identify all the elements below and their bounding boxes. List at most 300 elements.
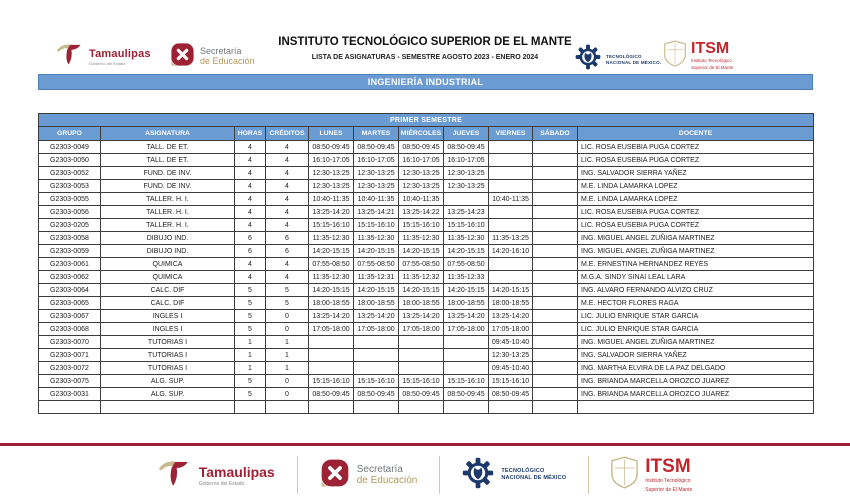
- credits-cell: 0: [266, 375, 309, 388]
- saturday-cell: [533, 206, 578, 219]
- monday-cell: 13:25-14:20: [309, 206, 354, 219]
- monday-cell: 14:20-15:15: [309, 284, 354, 297]
- saturday-cell: [533, 167, 578, 180]
- teacher-cell: ING. MARTHA ELVIRA DE LA PAZ DELGADO: [578, 362, 814, 375]
- wednesday-cell: [399, 349, 444, 362]
- footer-tecnm-logo: [462, 457, 566, 494]
- group-cell: G2303-0058: [39, 232, 101, 245]
- group-cell: G2303-0049: [39, 141, 101, 154]
- wednesday-cell: [399, 362, 444, 375]
- tuesday-cell: [354, 336, 399, 349]
- group-cell: G2303-0071: [39, 349, 101, 362]
- wednesday-cell: 14:20-15:15: [399, 284, 444, 297]
- subject-cell: INGLES I: [101, 323, 235, 336]
- group-cell: G2303-0072: [39, 362, 101, 375]
- tamaulipas-logo-icon: [158, 456, 192, 495]
- column-header-grupo: GRUPO: [39, 127, 101, 141]
- column-header-asignatura: ASIGNATURA: [101, 127, 235, 141]
- educacion-logo-icon: [320, 458, 350, 493]
- credits-cell: 4: [266, 206, 309, 219]
- monday-cell: 17:05-18:00: [309, 323, 354, 336]
- tecnm-logo-line1: TECNOLÓGICO: [606, 53, 642, 59]
- group-cell: G2303-0067: [39, 310, 101, 323]
- educacion-logo-line2: de Educación: [356, 475, 418, 486]
- teacher-cell: ING. SALVADOR SIERRA YAÑEZ: [578, 167, 814, 180]
- thursday-cell: [444, 193, 489, 206]
- footer-separator: [588, 456, 589, 494]
- footer-tamaulipas-logo: [158, 456, 275, 495]
- credits-cell: 1: [266, 362, 309, 375]
- educacion-logo-line1: Secretaría: [356, 463, 403, 475]
- wednesday-cell: [399, 336, 444, 349]
- tuesday-cell: 08:50-09:45: [354, 141, 399, 154]
- credits-cell: 4: [266, 180, 309, 193]
- group-cell: G2303-0053: [39, 180, 101, 193]
- subject-cell: TALL. DE ET.: [101, 154, 235, 167]
- tecnm-gear-eagle-icon: [575, 44, 601, 75]
- itsm-logo-tagline2: Superior de El Mante: [645, 486, 693, 493]
- wednesday-cell: 08:50-09:45: [399, 388, 444, 401]
- saturday-cell: [533, 271, 578, 284]
- table-row: [39, 388, 814, 401]
- teacher-cell: M.E. HECTOR FLORES RAGA: [578, 297, 814, 310]
- thursday-cell: 16:10-17:05: [444, 154, 489, 167]
- teacher-cell: ING. MIGUEL ANGEL ZUÑIGA MARTINEZ: [578, 336, 814, 349]
- table-row: [39, 193, 814, 206]
- saturday-cell: [533, 258, 578, 271]
- monday-cell: 14:20-15:15: [309, 245, 354, 258]
- wednesday-cell: 10:40-11:35: [399, 193, 444, 206]
- tuesday-cell: 11:35-12:31: [354, 271, 399, 284]
- credits-cell: 6: [266, 245, 309, 258]
- subject-cell: TUTORIAS I: [101, 336, 235, 349]
- footer-divider-line: [0, 443, 850, 446]
- column-header-miercoles: MIÉRCOLES: [399, 127, 444, 141]
- hours-cell: 6: [235, 232, 266, 245]
- saturday-cell: [533, 323, 578, 336]
- friday-cell: [489, 180, 533, 193]
- hours-cell: 5: [235, 388, 266, 401]
- tuesday-cell: 15:15-16:10: [354, 219, 399, 232]
- monday-cell: 15:15-16:10: [309, 375, 354, 388]
- friday-cell: 12:30-13:25: [489, 349, 533, 362]
- tecnm-logo-line1: TECNOLÓGICO: [501, 467, 545, 474]
- thursday-cell: 18:00-18:55: [444, 297, 489, 310]
- teacher-cell: LIC. ROSA EUSEBIA PUGA CORTEZ: [578, 141, 814, 154]
- wednesday-cell: 15:15-16:10: [399, 219, 444, 232]
- table-row: [39, 154, 814, 167]
- table-row: [39, 141, 814, 154]
- monday-cell: 12:30-13:25: [309, 167, 354, 180]
- column-header-lunes: LUNES: [309, 127, 354, 141]
- thursday-cell: 07:55-08:50: [444, 258, 489, 271]
- monday-cell: 08:50-09:45: [309, 388, 354, 401]
- footer-separator: [297, 456, 298, 494]
- monday-cell: 08:50-09:45: [309, 141, 354, 154]
- hours-cell: 5: [235, 284, 266, 297]
- subject-cell: TALLER. H. I.: [101, 193, 235, 206]
- group-cell: G2303-0061: [39, 258, 101, 271]
- hours-cell: 4: [235, 219, 266, 232]
- monday-cell: 12:30-13:25: [309, 180, 354, 193]
- subject-cell: QUIMICA: [101, 258, 235, 271]
- table-row: [39, 245, 814, 258]
- monday-cell: [309, 401, 354, 414]
- thursday-cell: 11:35-12:33: [444, 271, 489, 284]
- subject-cell: DIBUJO IND.: [101, 245, 235, 258]
- credits-cell: 5: [266, 284, 309, 297]
- tuesday-cell: [354, 401, 399, 414]
- tuesday-cell: [354, 362, 399, 375]
- hours-cell: 5: [235, 297, 266, 310]
- thursday-cell: 12:30-13:25: [444, 180, 489, 193]
- footer-educacion-logo: [320, 458, 418, 493]
- tamaulipas-logo-name: Tamaulipas: [198, 463, 275, 480]
- teacher-cell: ING. BRIANDA MARCELLA OROZCO JUAREZ: [578, 388, 814, 401]
- wednesday-cell: [399, 401, 444, 414]
- credits-cell: 4: [266, 271, 309, 284]
- teacher-cell: ING. MIGUEL ANGEL ZUÑIGA MARTINEZ: [578, 232, 814, 245]
- saturday-cell: [533, 180, 578, 193]
- credits-cell: 0: [266, 388, 309, 401]
- itsm-shield-icon: [611, 456, 638, 494]
- group-cell: G2303-0052: [39, 167, 101, 180]
- subject-cell: CALC. DIF: [101, 284, 235, 297]
- wednesday-cell: 07:55-08:50: [399, 258, 444, 271]
- thursday-cell: 13:25-14:20: [444, 310, 489, 323]
- credits-cell: 4: [266, 258, 309, 271]
- tuesday-cell: 08:50-09:45: [354, 388, 399, 401]
- saturday-cell: [533, 375, 578, 388]
- monday-cell: [309, 336, 354, 349]
- tamaulipas-logo: [56, 40, 151, 73]
- footer-separator: [439, 456, 440, 494]
- credits-cell: 0: [266, 310, 309, 323]
- monday-cell: [309, 362, 354, 375]
- monday-cell: 15:15-16:10: [309, 219, 354, 232]
- thursday-cell: 08:50-09:45: [444, 388, 489, 401]
- hours-cell: 6: [235, 245, 266, 258]
- semester-title-row: [39, 114, 814, 127]
- group-cell: G2303-0075: [39, 375, 101, 388]
- teacher-cell: ING. SALVADOR SIERRA YAÑEZ: [578, 349, 814, 362]
- tamaulipas-logo-tagline: Gobierno del Estado: [89, 60, 126, 66]
- table-row: [39, 271, 814, 284]
- monday-cell: 11:35-12:30: [309, 271, 354, 284]
- tuesday-cell: 12:30-13:25: [354, 180, 399, 193]
- credits-cell: 4: [266, 193, 309, 206]
- tecnm-logo: [575, 44, 661, 75]
- column-header-docente: DOCENTE: [578, 127, 814, 141]
- hours-cell: [235, 401, 266, 414]
- hours-cell: 1: [235, 349, 266, 362]
- friday-cell: 11:35-13:25: [489, 232, 533, 245]
- saturday-cell: [533, 232, 578, 245]
- friday-cell: 08:50-09:45: [489, 388, 533, 401]
- thursday-cell: 08:50-09:45: [444, 141, 489, 154]
- table-row: [39, 349, 814, 362]
- subject-cell: QUIMICA: [101, 271, 235, 284]
- educacion-logo-line1: Secretaría: [200, 46, 242, 57]
- saturday-cell: [533, 336, 578, 349]
- itsm-logo-tagline1: Instituto Tecnológico: [645, 478, 691, 485]
- tuesday-cell: 12:30-13:25: [354, 167, 399, 180]
- subject-cell: DIBUJO IND.: [101, 232, 235, 245]
- teacher-cell: ING. ALVARO FERNANDO ALVIZO CRUZ: [578, 284, 814, 297]
- teacher-cell: M.E. LINDA LAMARKA LOPEZ: [578, 180, 814, 193]
- subject-cell: CALC. DIF: [101, 297, 235, 310]
- friday-cell: 18:00-18:55: [489, 297, 533, 310]
- table-row: [39, 336, 814, 349]
- hours-cell: 4: [235, 167, 266, 180]
- credits-cell: [266, 401, 309, 414]
- table-row: [39, 219, 814, 232]
- tuesday-cell: 07:55-08:50: [354, 258, 399, 271]
- saturday-cell: [533, 310, 578, 323]
- thursday-cell: [444, 401, 489, 414]
- saturday-cell: [533, 245, 578, 258]
- hours-cell: 5: [235, 323, 266, 336]
- subject-cell: TUTORIAS I: [101, 349, 235, 362]
- monday-cell: 07:55-08:50: [309, 258, 354, 271]
- wednesday-cell: 18:00-18:55: [399, 297, 444, 310]
- tecnm-logo-line2: NACIONAL DE MÉXICO.: [606, 59, 662, 65]
- subject-cell: ALG. SUP.: [101, 375, 235, 388]
- monday-cell: [309, 349, 354, 362]
- friday-cell: [489, 206, 533, 219]
- monday-cell: 13:25-14:20: [309, 310, 354, 323]
- table-row: [39, 401, 814, 414]
- friday-cell: 10:40-11:35: [489, 193, 533, 206]
- semester-title: PRIMER SEMESTRE: [39, 114, 814, 127]
- tuesday-cell: 14:20-15:15: [354, 245, 399, 258]
- thursday-cell: [444, 362, 489, 375]
- column-header-row: [39, 127, 814, 141]
- table-row: [39, 323, 814, 336]
- tamaulipas-logo-icon: [56, 40, 84, 73]
- tuesday-cell: 16:10-17:05: [354, 154, 399, 167]
- friday-cell: [489, 401, 533, 414]
- credits-cell: 5: [266, 297, 309, 310]
- tuesday-cell: [354, 349, 399, 362]
- tuesday-cell: 10:40-11:35: [354, 193, 399, 206]
- subject-cell: TALLER. H. I.: [101, 206, 235, 219]
- tuesday-cell: 13:25-14:20: [354, 310, 399, 323]
- tecnm-gear-eagle-icon: [462, 457, 494, 494]
- table-row: [39, 167, 814, 180]
- hours-cell: 5: [235, 310, 266, 323]
- subject-cell: FUND. DE INV.: [101, 167, 235, 180]
- group-cell: G2303-0031: [39, 388, 101, 401]
- program-banner: INGENIERÍA INDUSTRIAL: [38, 74, 813, 90]
- itsm-logo-acronym: ITSM: [645, 456, 691, 478]
- group-cell: G2303-0065: [39, 297, 101, 310]
- table-row: [39, 375, 814, 388]
- tuesday-cell: 14:20-15:15: [354, 284, 399, 297]
- educacion-logo-line2: de Educación: [200, 56, 255, 66]
- wednesday-cell: 12:30-13:25: [399, 167, 444, 180]
- thursday-cell: 12:30-13:25: [444, 167, 489, 180]
- teacher-cell: ING. MIGUEL ANGEL ZUÑIGA MARTINEZ: [578, 245, 814, 258]
- table-row: [39, 284, 814, 297]
- table-row: [39, 180, 814, 193]
- saturday-cell: [533, 362, 578, 375]
- itsm-logo-tagline1: Instituto Tecnológico: [691, 58, 732, 64]
- subject-cell: TALLER. H. I.: [101, 219, 235, 232]
- footer-logos: [0, 452, 850, 498]
- saturday-cell: [533, 193, 578, 206]
- credits-cell: 4: [266, 154, 309, 167]
- teacher-cell: LIC. ROSA EUSEBIA PUGA CORTEZ: [578, 219, 814, 232]
- teacher-cell: M.G.A. SINDY SINAI LEAL LARA: [578, 271, 814, 284]
- monday-cell: 11:35-12:30: [309, 232, 354, 245]
- friday-cell: 09:45-10:40: [489, 336, 533, 349]
- itsm-logo-acronym: ITSM: [691, 40, 730, 58]
- hours-cell: 1: [235, 362, 266, 375]
- group-cell: G2303-0059: [39, 245, 101, 258]
- wednesday-cell: 17:05-18:00: [399, 323, 444, 336]
- friday-cell: [489, 167, 533, 180]
- saturday-cell: [533, 297, 578, 310]
- saturday-cell: [533, 141, 578, 154]
- wednesday-cell: 16:10-17:05: [399, 154, 444, 167]
- credits-cell: 6: [266, 232, 309, 245]
- tamaulipas-logo-name: Tamaulipas: [89, 47, 151, 60]
- credits-cell: 0: [266, 323, 309, 336]
- group-cell: G2303-0070: [39, 336, 101, 349]
- column-header-creditos: CRÉDITOS: [266, 127, 309, 141]
- column-header-sabado: SÁBADO: [533, 127, 578, 141]
- subject-cell: TUTORIAS I: [101, 362, 235, 375]
- hours-cell: 4: [235, 141, 266, 154]
- document-subtitle: LISTA DE ASIGNATURAS - SEMESTRE AGOSTO 2023 - ENERO 2024: [311, 54, 539, 61]
- educacion-logo-icon: [170, 42, 195, 72]
- friday-cell: 14:20-16:10: [489, 245, 533, 258]
- teacher-cell: ING. BRIANDA MARCELLA OROZCO JUAREZ: [578, 375, 814, 388]
- schedule-table: [38, 113, 814, 414]
- friday-cell: [489, 219, 533, 232]
- friday-cell: 14:20-15:15: [489, 284, 533, 297]
- wednesday-cell: 15:15-16:10: [399, 375, 444, 388]
- thursday-cell: [444, 349, 489, 362]
- friday-cell: [489, 141, 533, 154]
- group-cell: [39, 401, 101, 414]
- group-cell: G2303-0068: [39, 323, 101, 336]
- teacher-cell: LIC. ROSA EUSEBIA PUGA CORTEZ: [578, 206, 814, 219]
- column-header-horas: HORAS: [235, 127, 266, 141]
- tuesday-cell: 13:25-14:21: [354, 206, 399, 219]
- credits-cell: 4: [266, 219, 309, 232]
- thursday-cell: 14:20-15:15: [444, 245, 489, 258]
- subject-cell: TALL. DE ET.: [101, 141, 235, 154]
- tuesday-cell: 15:15-16:10: [354, 375, 399, 388]
- teacher-cell: LIC. JULIO ENRIQUE STAR GARCIA: [578, 310, 814, 323]
- hours-cell: 4: [235, 258, 266, 271]
- credits-cell: 1: [266, 336, 309, 349]
- footer-itsm-logo: [611, 456, 692, 494]
- wednesday-cell: 11:35-12:30: [399, 232, 444, 245]
- group-cell: G2303-0062: [39, 271, 101, 284]
- teacher-cell: LIC. JULIO ENRIQUE STAR GARCIA: [578, 323, 814, 336]
- subject-cell: INGLES I: [101, 310, 235, 323]
- thursday-cell: 13:25-14:23: [444, 206, 489, 219]
- group-cell: G2303-0064: [39, 284, 101, 297]
- monday-cell: 16:10-17:05: [309, 154, 354, 167]
- friday-cell: [489, 154, 533, 167]
- wednesday-cell: 13:25-14:22: [399, 206, 444, 219]
- tamaulipas-logo-tagline: Gobierno del Estado: [198, 480, 245, 487]
- document-title: INSTITUTO TECNOLÓGICO SUPERIOR DE EL MANTE: [278, 36, 572, 48]
- wednesday-cell: 11:35-12:32: [399, 271, 444, 284]
- saturday-cell: [533, 388, 578, 401]
- table-row: [39, 258, 814, 271]
- tuesday-cell: 11:35-12:30: [354, 232, 399, 245]
- friday-cell: 15:15-16:10: [489, 375, 533, 388]
- thursday-cell: 15:15-16:10: [444, 375, 489, 388]
- column-header-martes: MARTES: [354, 127, 399, 141]
- subject-cell: ALG. SUP.: [101, 388, 235, 401]
- saturday-cell: [533, 284, 578, 297]
- thursday-cell: 14:20-15:15: [444, 284, 489, 297]
- teacher-cell: M.E. LINDA LAMARKA LOPEZ: [578, 193, 814, 206]
- teacher-cell: M.E. ERNESTINA HERNANDEZ REYES: [578, 258, 814, 271]
- monday-cell: 10:40-11:35: [309, 193, 354, 206]
- hours-cell: 4: [235, 193, 266, 206]
- wednesday-cell: 08:50-09:45: [399, 141, 444, 154]
- table-row: [39, 362, 814, 375]
- friday-cell: [489, 258, 533, 271]
- wednesday-cell: 14:20-15:15: [399, 245, 444, 258]
- column-header-jueves: JUEVES: [444, 127, 489, 141]
- tecnm-logo-line2: NACIONAL DE MÉXICO: [501, 475, 567, 481]
- credits-cell: 4: [266, 141, 309, 154]
- wednesday-cell: 12:30-13:25: [399, 180, 444, 193]
- group-cell: G2303-0056: [39, 206, 101, 219]
- column-header-viernes: VIERNES: [489, 127, 533, 141]
- thursday-cell: 11:35-12:30: [444, 232, 489, 245]
- table-row: [39, 310, 814, 323]
- tuesday-cell: 18:00-18:55: [354, 297, 399, 310]
- group-cell: G2303-0055: [39, 193, 101, 206]
- thursday-cell: 17:05-18:00: [444, 323, 489, 336]
- group-cell: G2303-0050: [39, 154, 101, 167]
- tuesday-cell: 17:05-18:00: [354, 323, 399, 336]
- itsm-shield-icon: [664, 40, 686, 72]
- teacher-cell: [578, 401, 814, 414]
- saturday-cell: [533, 219, 578, 232]
- credits-cell: 4: [266, 167, 309, 180]
- table-row: [39, 232, 814, 245]
- thursday-cell: 15:15-16:10: [444, 219, 489, 232]
- wednesday-cell: 13:25-14:20: [399, 310, 444, 323]
- table-row: [39, 206, 814, 219]
- hours-cell: 4: [235, 180, 266, 193]
- hours-cell: 4: [235, 206, 266, 219]
- itsm-logo: [664, 40, 733, 72]
- subject-cell: [101, 401, 235, 414]
- group-cell: G2303-0205: [39, 219, 101, 232]
- hours-cell: 1: [235, 336, 266, 349]
- teacher-cell: LIC. ROSA EUSEBIA PUGA CORTEZ: [578, 154, 814, 167]
- itsm-logo-tagline2: Superior de El Mante: [691, 65, 734, 70]
- subject-cell: FUND. DE INV.: [101, 180, 235, 193]
- table-row: [39, 297, 814, 310]
- hours-cell: 4: [235, 271, 266, 284]
- thursday-cell: [444, 336, 489, 349]
- saturday-cell: [533, 401, 578, 414]
- hours-cell: 4: [235, 154, 266, 167]
- monday-cell: 18:00-18:55: [309, 297, 354, 310]
